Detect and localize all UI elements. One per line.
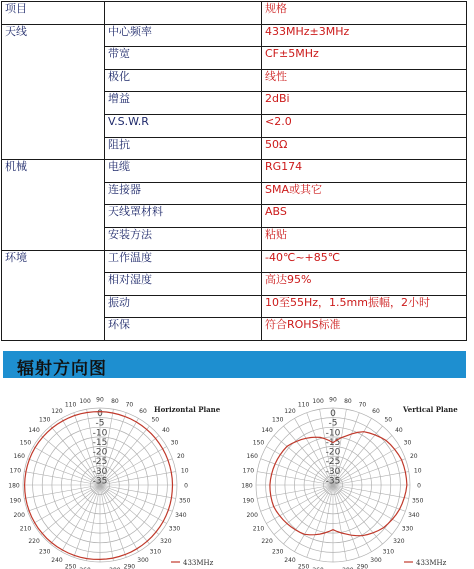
- polar-angle-label: 220: [28, 537, 40, 545]
- spec-row: [2, 24, 467, 47]
- spec-item-cell: 环保: [105, 318, 262, 341]
- polar-angle-label: 220: [261, 537, 273, 545]
- polar-angle-label: 0: [417, 482, 421, 490]
- polar-angle-label: 90: [329, 396, 337, 404]
- horizontal-plane-title: Horizontal Plane: [154, 405, 221, 414]
- polar-scale-label: -15: [92, 437, 108, 448]
- polar-angle-label: 300: [370, 557, 382, 564]
- spec-category-cell: 机械: [2, 160, 105, 250]
- polar-angle-label: 160: [13, 453, 25, 461]
- polar-scale-label: -25: [92, 457, 108, 468]
- legend-label: 433MHz: [183, 559, 214, 567]
- polar-angle-label: 30: [170, 439, 179, 447]
- spec-value-cell: 高达95%: [262, 273, 467, 296]
- spec-value-cell: SMA或其它: [262, 182, 467, 205]
- polar-angle-label: 140: [28, 427, 40, 435]
- polar-angle-label: 150: [19, 439, 32, 447]
- polar-angle-label: 210: [19, 525, 32, 533]
- polar-scale-label: -10: [325, 428, 341, 439]
- spec-header-blank: [105, 2, 262, 25]
- polar-angle-label: 10: [180, 467, 189, 475]
- spec-item-cell: V.S.W.R: [105, 114, 262, 137]
- polar-angle-label: 200: [13, 511, 25, 519]
- polar-angle-label: 240: [51, 557, 63, 564]
- polar-angle-label: 110: [297, 401, 310, 409]
- spec-value-cell: -40℃~+85℃: [262, 250, 467, 273]
- polar-scale-label: -5: [95, 418, 105, 429]
- polar-angle-label: 110: [64, 401, 77, 409]
- spec-table-header-row: [2, 2, 467, 25]
- polar-angle-label: 40: [395, 427, 403, 435]
- polar-angle-label: 180: [241, 482, 253, 490]
- polar-angle-label: 300: [137, 557, 149, 564]
- polar-angle-label: 60: [139, 408, 147, 415]
- polar-angle-label: 290: [123, 563, 136, 569]
- polar-angle-label: 230: [271, 548, 284, 556]
- polar-angle-label: 210: [252, 525, 265, 533]
- polar-angle-label: 350: [411, 497, 424, 505]
- polar-scale-label: -35: [92, 476, 108, 487]
- spec-item-cell: 带宽: [105, 47, 262, 70]
- horizontal-plane-pattern-svg: [8, 392, 236, 569]
- spec-item-cell: 振动: [105, 295, 262, 318]
- spec-item-cell: 安装方法: [105, 227, 262, 250]
- polar-scale-label: -10: [92, 428, 108, 439]
- spec-value-cell: CF±5MHz: [262, 47, 467, 70]
- polar-scale-label: -30: [92, 466, 108, 477]
- horizontal-plane-pattern-chart: [8, 392, 236, 569]
- spec-item-cell: 工作温度: [105, 250, 262, 273]
- polar-angle-label: 320: [393, 537, 405, 545]
- spec-item-cell: 中心频率: [105, 24, 262, 47]
- polar-angle-label: 170: [242, 467, 255, 475]
- polar-angle-label: 90: [96, 396, 104, 404]
- vertical-plane-title: Vertical Plane: [403, 405, 458, 414]
- polar-angle-label: 170: [9, 467, 22, 475]
- spec-value-cell: 符合ROHS标准: [262, 318, 467, 341]
- polar-angle-label: 70: [358, 401, 367, 409]
- polar-scale-label: -30: [325, 466, 341, 477]
- spec-category-cell: 环境: [2, 250, 105, 340]
- polar-angle-label: 320: [160, 537, 172, 545]
- polar-angle-label: 120: [284, 408, 296, 415]
- polar-scale-label: -15: [325, 437, 341, 448]
- polar-angle-label: 230: [38, 548, 51, 556]
- spec-item-cell: 极化: [105, 69, 262, 92]
- spec-category-cell: 天线: [2, 24, 105, 160]
- section-title: 辐射方向图: [17, 359, 107, 379]
- polar-angle-label: 290: [356, 563, 369, 569]
- polar-angle-label: 250: [297, 563, 310, 569]
- spec-row: [2, 250, 467, 273]
- spec-value-cell: RG174: [262, 160, 467, 183]
- polar-angle-label: 310: [382, 548, 395, 556]
- spec-value-cell: 粘贴: [262, 227, 467, 250]
- polar-angle-label: 50: [151, 416, 160, 424]
- polar-angle-label: 60: [372, 408, 380, 415]
- polar-angle-label: 50: [384, 416, 393, 424]
- polar-angle-label: 150: [252, 439, 265, 447]
- spec-value-cell: <2.0: [262, 114, 467, 137]
- polar-scale-label: -20: [92, 447, 108, 458]
- polar-angle-label: 140: [261, 427, 273, 435]
- spec-item-cell: 相对湿度: [105, 273, 262, 296]
- spec-header-item: 项目: [2, 2, 105, 25]
- spec-table-body: [2, 2, 467, 341]
- polar-angle-label: 330: [401, 525, 414, 533]
- spec-table: [1, 1, 467, 341]
- polar-angle-label: 240: [284, 557, 296, 564]
- polar-angle-label: 350: [178, 497, 191, 505]
- polar-angle-label: 160: [246, 453, 258, 461]
- spec-item-cell: 增益: [105, 92, 262, 115]
- spec-value-cell: 10至55Hz，1.5mm振幅，2小时: [262, 295, 467, 318]
- polar-angle-label: 190: [9, 497, 22, 505]
- vertical-polar-grid: [241, 397, 423, 569]
- polar-angle-label: 130: [271, 416, 284, 424]
- polar-angle-label: 310: [149, 548, 162, 556]
- polar-angle-label: 200: [246, 511, 258, 519]
- polar-angle-label: 0: [184, 482, 188, 490]
- spec-value-cell: 433MHz±3MHz: [262, 24, 467, 47]
- polar-angle-label: 100: [79, 397, 91, 405]
- polar-angle-label: 130: [38, 416, 51, 424]
- polar-angle-label: 20: [409, 453, 418, 461]
- spec-item-cell: 阻抗: [105, 137, 262, 160]
- polar-angle-label: 30: [403, 439, 412, 447]
- polar-angle-label: 80: [111, 397, 119, 405]
- polar-angle-label: 10: [413, 467, 422, 475]
- polar-angle-label: 340: [408, 511, 420, 519]
- spec-item-cell: 天线罩材料: [105, 205, 262, 228]
- spec-value-cell: 50Ω: [262, 137, 467, 160]
- polar-angle-label: 330: [168, 525, 181, 533]
- polar-angle-label: 20: [176, 453, 185, 461]
- polar-scale-label: 0: [97, 409, 103, 419]
- polar-scale-label: -25: [325, 457, 341, 468]
- polar-scale-label: -5: [328, 418, 338, 429]
- polar-angle-label: 70: [125, 401, 134, 409]
- section-title-band: [3, 351, 466, 378]
- spec-value-cell: ABS: [262, 205, 467, 228]
- spec-header-spec: 规格: [262, 2, 467, 25]
- polar-angle-label: 100: [312, 397, 324, 405]
- vertical-plane-pattern-chart: [241, 392, 469, 569]
- horizontal-polar-grid: [8, 397, 190, 569]
- spec-value-cell: 线性: [262, 69, 467, 92]
- legend-label: 433MHz: [416, 559, 447, 567]
- polar-angle-label: 180: [8, 482, 20, 490]
- polar-scale-label: -20: [325, 447, 341, 458]
- spec-item-cell: 连接器: [105, 182, 262, 205]
- polar-scale-label: -35: [325, 476, 341, 487]
- spec-row: [2, 160, 467, 183]
- polar-angle-label: 40: [162, 427, 170, 435]
- polar-angle-label: 190: [242, 497, 255, 505]
- polar-angle-label: 80: [344, 397, 352, 405]
- spec-value-cell: 2dBi: [262, 92, 467, 115]
- polar-angle-label: 250: [64, 563, 77, 569]
- polar-angle-label: 340: [175, 511, 187, 519]
- vertical-plane-pattern-svg: [241, 392, 469, 569]
- spec-item-cell: 电缆: [105, 160, 262, 183]
- polar-scale-label: 0: [330, 409, 336, 419]
- polar-angle-label: 120: [51, 408, 63, 415]
